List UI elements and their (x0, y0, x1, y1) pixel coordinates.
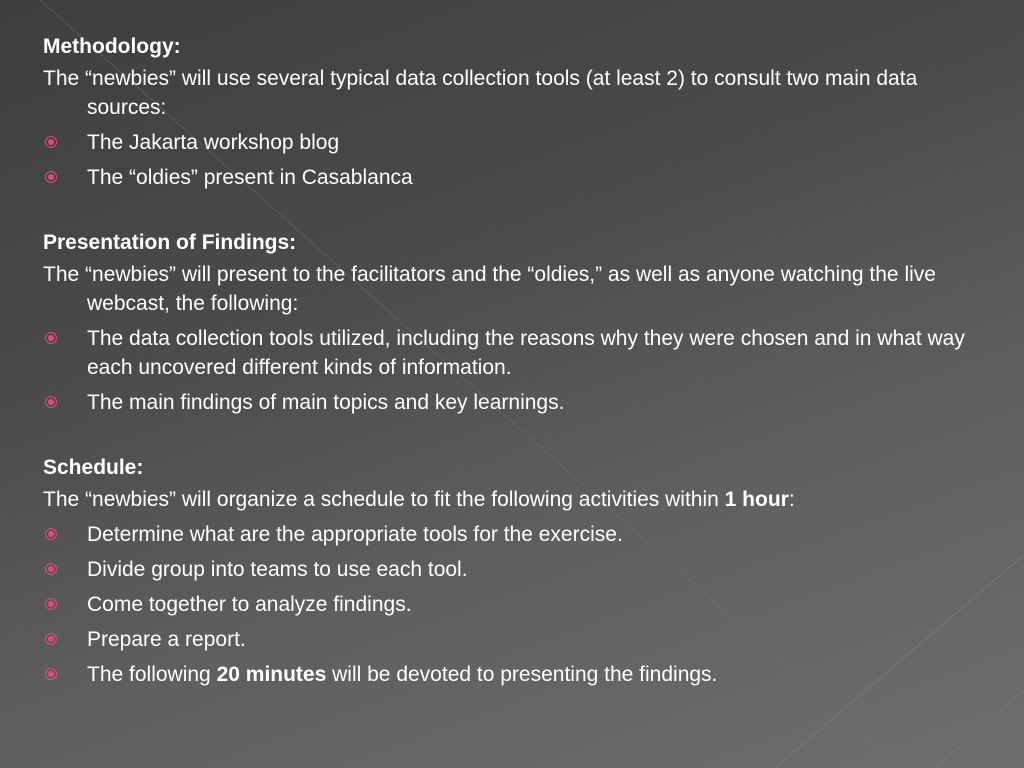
list-item-text: Come together to analyze findings. (87, 593, 412, 616)
circle-bullet-icon (45, 668, 57, 680)
list-item (43, 324, 988, 382)
circle-bullet-icon (45, 528, 57, 540)
methodology-heading: Methodology: (43, 35, 181, 58)
schedule-duration: 1 hour (724, 488, 789, 511)
list-item (43, 520, 988, 549)
circle-bullet-icon (45, 598, 57, 610)
circle-bullet-icon (45, 136, 57, 148)
circle-bullet-icon (45, 633, 57, 645)
list-item-text-end: will be devoted to presenting the findings. (326, 663, 718, 686)
methodology-list (43, 128, 988, 192)
schedule-section (43, 451, 988, 689)
list-item (43, 590, 988, 619)
circle-bullet-icon (45, 171, 57, 183)
schedule-intro-colon: : (788, 488, 795, 511)
list-item-text: The main findings of main topics and key learnings. (87, 391, 565, 414)
slide-content (43, 30, 988, 723)
list-item-text (87, 663, 717, 686)
list-item-text: The data collection tools utilized, including the reasons why they were chosen and in what way each uncovered different kinds of information. (87, 327, 965, 379)
circle-bullet-icon (45, 396, 57, 408)
schedule-intro (43, 485, 988, 514)
list-item (43, 388, 988, 417)
circle-bullet-icon (45, 563, 57, 575)
methodology-intro: The “newbies” will use several typical data collection tools (at least 2) to consult two main data sources: (43, 67, 918, 119)
presentation-duration: 20 minutes (216, 663, 327, 686)
schedule-list (43, 520, 988, 689)
list-item (43, 128, 988, 157)
findings-heading: Presentation of Findings: (43, 231, 297, 254)
list-item-text-start: The following (87, 663, 217, 686)
list-item-text: Divide group into teams to use each tool. (87, 558, 468, 581)
methodology-section (43, 30, 988, 192)
list-item-text: Prepare a report. (87, 628, 246, 651)
schedule-heading: Schedule: (43, 456, 144, 479)
list-item-text: The Jakarta workshop blog (87, 131, 340, 154)
circle-bullet-icon (45, 332, 57, 344)
findings-intro: The “newbies” will present to the facilitators and the “oldies,” as well as anyone watching the live webcast, the following: (43, 263, 936, 315)
list-item-text: Determine what are the appropriate tools for the exercise. (87, 523, 623, 546)
findings-list (43, 324, 988, 417)
findings-section (43, 226, 988, 417)
schedule-intro-text: The “newbies” will organize a schedule to fit the following activities within (43, 488, 725, 511)
list-item (43, 625, 988, 654)
list-item-text: The “oldies” present in Casablanca (87, 166, 413, 189)
list-item (43, 163, 988, 192)
list-item (43, 555, 988, 584)
list-item (43, 660, 988, 689)
